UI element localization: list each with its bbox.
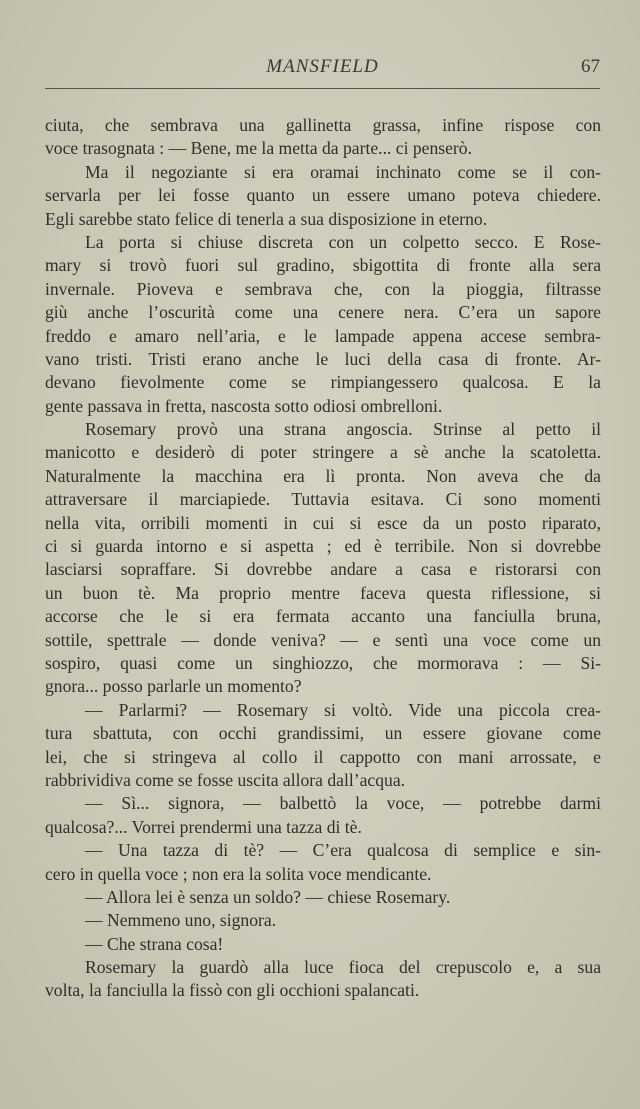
- running-title: MANSFIELD: [266, 56, 379, 77]
- text-line: Naturalmente la macchina era lì pronta. Non aveva che da: [45, 465, 601, 486]
- text-line: ci si guarda intorno e si aspetta ; ed è terribile. Non si dovrebbe: [45, 536, 601, 557]
- text-line: servarla per lei fosse quanto un essere umano poteva chiedere.: [45, 185, 601, 206]
- text-line: voce trasognata : — Bene, me la metta da parte... ci penserò.: [45, 138, 472, 159]
- text-line: tura sbattuta, con occhi grandissimi, un essere giovane come: [45, 723, 601, 744]
- text-line: freddo e amaro nell’aria, e le lampade appena accese sembra-: [45, 325, 601, 346]
- text-line: — Parlarmi? — Rosemary si voltò. Vide una piccola crea-: [85, 699, 601, 720]
- text-line: Rosemary provò una strana angoscia. Strinse al petto il: [85, 419, 601, 440]
- text-line: — Che strana cosa!: [85, 933, 224, 954]
- text-line: gente passava in fretta, nascosta sotto odiosi ombrelloni.: [45, 395, 443, 416]
- text-line: un buon tè. Ma proprio mentre faceva questa riflessione, si: [45, 582, 601, 603]
- text-line: — Sì... signora, — balbettò la voce, — potrebbe darmi: [85, 793, 601, 814]
- text-line: cero in quella voce ; non era la solita voce mendicante.: [45, 863, 432, 884]
- text-line: devano fievolmente come se rimpiangessero qualcosa. E la: [45, 372, 601, 393]
- text-line: rabbrividiva come se fosse uscita allora dall’acqua.: [45, 769, 406, 790]
- text-line: La porta si chiuse discreta con un colpetto secco. E Rose-: [85, 231, 601, 252]
- text-line: nella vita, orribili momenti in cui si esce da un posto riparato,: [45, 512, 601, 533]
- text-line: ciuta, che sembrava una gallinetta grassa, infine rispose con: [45, 115, 601, 135]
- text-line: attraversare il marciapiede. Tuttavia esitava. Ci sono momenti: [45, 489, 601, 510]
- text-line: manicotto e desiderò di poter stringere a sè anche la scatoletta.: [45, 442, 601, 463]
- text-line: sottile, spettrale — donde veniva? — e sentì una voce come un: [45, 629, 601, 650]
- text-line: — Nemmeno uno, signora.: [85, 910, 277, 931]
- text-line: Rosemary la guardò alla luce fioca del crepuscolo e, a sua: [85, 957, 601, 978]
- header-rule: [45, 88, 600, 89]
- text-line: qualcosa?... Vorrei prendermi una tazza di tè.: [45, 816, 362, 837]
- text-line: — Allora lei è senza un soldo? — chiese Rosemary.: [85, 886, 451, 907]
- text-line: lasciarsi sopraffare. Si dovrebbe andare a casa e ristorarsi con: [45, 559, 601, 580]
- text-line: mary si trovò fuori sul gradino, sbigottita di fronte alla sera: [45, 255, 601, 276]
- text-line: invernale. Pioveva e sembrava che, con la pioggia, filtrasse: [45, 278, 601, 299]
- text-line: giù anche l’oscurità come una cenere nera. C’era un sapore: [45, 302, 601, 323]
- page-header: [45, 54, 600, 88]
- body-text: [45, 114, 601, 1003]
- text-line: Ma il negoziante si era oramai inchinato come se il con-: [85, 161, 601, 182]
- text-line: vano tristi. Tristi erano anche le luci della casa di fronte. Ar-: [45, 348, 601, 369]
- text-line: sospiro, quasi come un singhiozzo, che mormorava : — Si-: [45, 652, 601, 673]
- text-line: — Una tazza di tè? — C’era qualcosa di semplice e sin-: [85, 840, 601, 861]
- text-line: lei, che si stringeva al collo il cappotto con mani arrossate, e: [45, 746, 601, 767]
- text-line: volta, la fanciulla la fissò con gli occhioni spalancati.: [45, 980, 420, 1001]
- page-number: 67: [581, 56, 600, 77]
- text-line: accorse che le si era fermata accanto una fanciulla bruna,: [45, 606, 601, 627]
- text-line: Egli sarebbe stato felice di tenerla a sua disposizione in eterno.: [45, 208, 488, 229]
- text-line: gnora... posso parlarle un momento?: [45, 676, 302, 697]
